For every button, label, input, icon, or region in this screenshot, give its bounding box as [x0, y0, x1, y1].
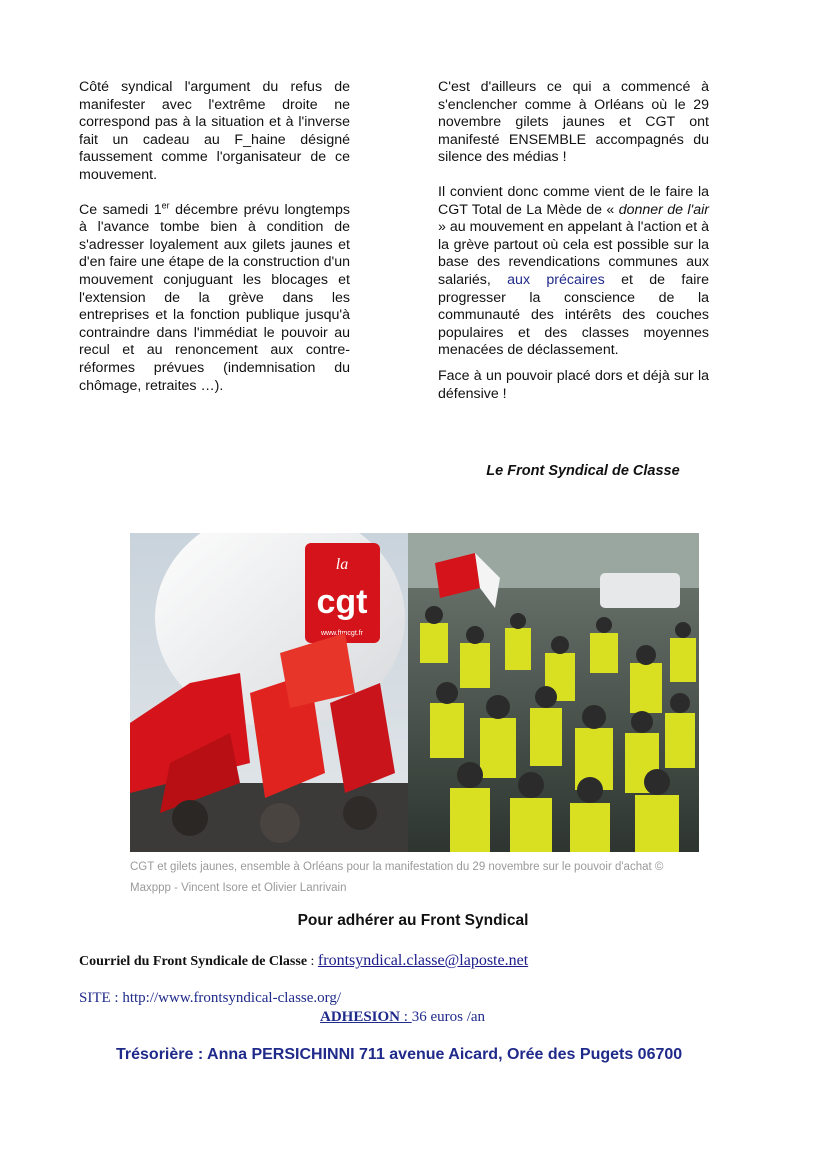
quote-donner-air: donner de l'air: [618, 201, 710, 218]
cgt-logo-text: la: [335, 556, 349, 573]
treasurer-line: Trésorière : Anna PERSICHINNI 711 avenue Aicard, Orée des Pugets 06700: [116, 1046, 683, 1063]
paragraph-saturday-part-b: décembre prévu longtemps à l'avance tombe bien à condition de s'adresser loyalement aux gilets jaunes et d'en faire une étape de la construction d'un mouvement conjuguant les blocages et l'extension de la grève dans les entreprises et la fonction publique jusqu'à contraindre dans l'immédiat le pouvoir au recul et au renoncement aux contre-réformes prévues (indemnisation du chômage, retraites …).: [79, 201, 350, 394]
left-column: [79, 79, 350, 412]
police-car: [600, 573, 680, 608]
paragraph-saturday: [79, 199, 350, 396]
paragraph-cgt-part-a: Il convient donc comme vient de le faire la CGT Total de La Mède de «: [438, 183, 709, 218]
paragraph-union-argument: Côté syndical l'argument du refus de manifester avec l'extrême droite ne correspond pas à la situation et à l'inverse fait un cadeau au F_haine désigné faussement comme l'organisateur de ce mouvement.: [79, 79, 350, 183]
right-column: [438, 79, 709, 420]
membership-title: Pour adhérer au Front Syndical: [297, 912, 529, 929]
paragraph-saturday-part-a: Ce samedi 1: [79, 201, 162, 218]
site-link[interactable]: SITE : http://www.frontsyndical-classe.org/: [79, 990, 342, 1006]
paragraph-orleans: C'est d'ailleurs ce qui a commencé à s'enclencher comme à Orléans où le 29 novembre gilets jaunes et CGT ont manifesté ENSEMBLE accompagnés du silence des médias !: [438, 79, 709, 166]
email-separator: :: [307, 954, 318, 969]
paragraph-defensive: Face à un pouvoir placé dors et déjà sur la défensive !: [438, 367, 709, 402]
photo-caption: CGT et gilets jaunes, ensemble à Orléans pour la manifestation du 29 novembre sur le pouvoir d'achat © Maxppp - Vincent Isore et Olivier Lanrivain: [130, 861, 664, 894]
email-link[interactable]: frontsyndical.classe@laposte.net: [317, 952, 529, 969]
adhesion-line: [320, 1009, 485, 1026]
adhesion-value: 36 euros /an: [411, 1009, 486, 1025]
balloon-url: www.ftmcgt.fr: [320, 630, 364, 637]
superscript-er: er: [161, 199, 170, 210]
adhesion-colon: :: [400, 1009, 412, 1025]
paragraph-cgt-part-c: et de faire progresser la conscience de la communauté des intérêts des couches populaires et des classes moyennes menacées de déclassement.: [438, 271, 709, 359]
paragraph-cgt-total: [438, 184, 709, 360]
email-label: Courriel du Front Syndicale de Classe: [79, 954, 308, 969]
photo-illustration: [130, 533, 699, 852]
email-line: [79, 952, 528, 970]
highlight-precaires: aux précaires: [507, 271, 605, 288]
adhesion-label: ADHESION: [320, 1009, 401, 1025]
photo-cgt-gilets-jaunes: [130, 533, 699, 852]
cgt-logo-letters: cgt: [316, 583, 368, 621]
signature: Le Front Syndical de Classe: [486, 463, 680, 479]
paragraph-cgt-part-b: » au mouvement en appelant à l'action et à la grève partout où cela est possible sur la base des revendications communes aux salariés,: [438, 219, 709, 288]
